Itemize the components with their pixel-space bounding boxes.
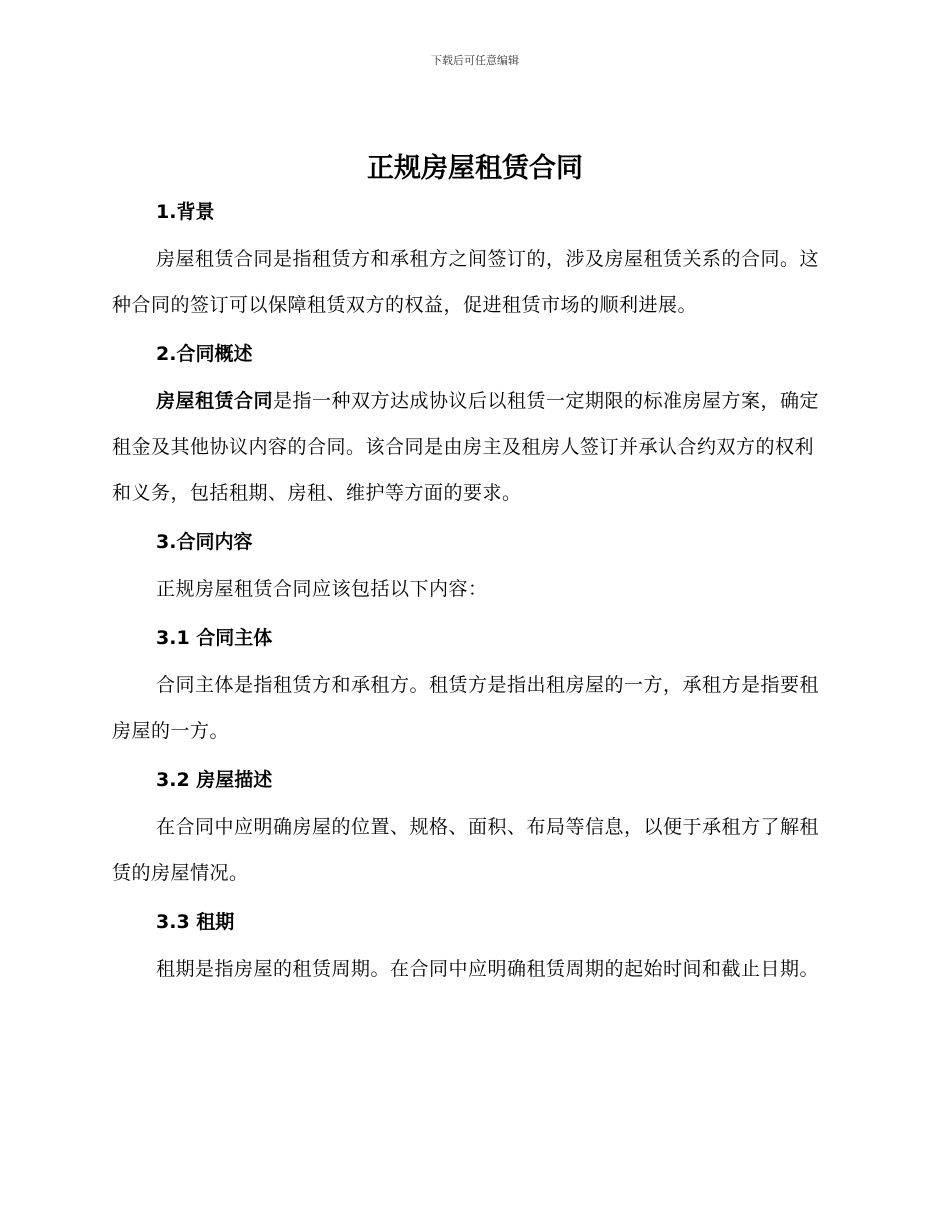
overview-bold-lead: 房屋租赁合同 — [156, 390, 274, 412]
section-heading-background: 1.背景 — [156, 201, 215, 223]
section-paragraph-parties: 合同主体是指租赁方和承租方。租赁方是指出租房屋的一方，承租方是指要租房屋的一方。 — [112, 674, 820, 742]
overview-text: 是指一种双方达成协议后以租赁一定期限的标准房屋方案，确定租金及其他协议内容的合同。该合同是由房主及租房人签订并承认合约双方的权利和义务，包括租期、房租、维护等方面的要求。 — [112, 390, 820, 504]
section-heading-contents: 3.合同内容 — [156, 531, 253, 553]
section-paragraph-property: 在合同中应明确房屋的位置、规格、面积、布局等信息，以便于承租方了解租赁的房屋情况。 — [112, 816, 820, 884]
section-paragraph-overview — [112, 378, 832, 516]
document-title: 正规房屋租赁合同 — [367, 153, 583, 184]
section-paragraph-background: 房屋租赁合同是指租赁方和承租方之间签订的，涉及房屋租赁关系的合同。这种合同的签订可以保障租赁双方的权益，促进租赁市场的顺利进展。 — [112, 248, 820, 316]
section-paragraph-contents: 正规房屋租赁合同应该包括以下内容： — [156, 578, 488, 600]
section-paragraph-term: 租期是指房屋的租赁周期。在合同中应明确租赁周期的起始时间和截止日期。 — [156, 958, 820, 980]
section-heading-parties: 3.1 合同主体 — [156, 627, 273, 649]
section-heading-term: 3.3 租期 — [156, 911, 235, 933]
page-header-note: 下载后可任意编辑 — [431, 54, 519, 67]
document-body — [112, 196, 832, 992]
section-heading-property: 3.2 房屋描述 — [156, 769, 273, 791]
section-heading-overview: 2.合同概述 — [156, 343, 253, 365]
